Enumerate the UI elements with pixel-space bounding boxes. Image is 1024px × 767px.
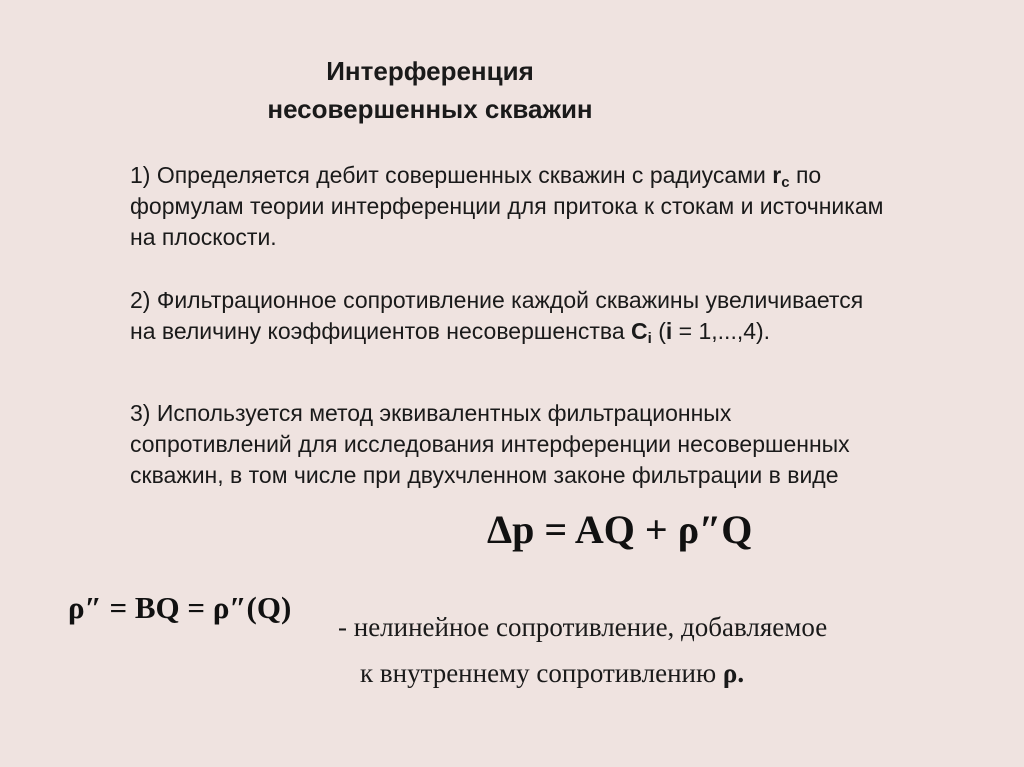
formula-main: Δp = AQ + ρ″Q — [487, 507, 753, 552]
paragraph-3-text: 3) Используется метод эквивалентных фильтрационных сопротивлений для исследования интерференции несовершенных скважин, в том числе при двухчленном законе фильтрации в виде — [130, 400, 850, 488]
paragraph-2-text-c: = 1,...,4). — [672, 318, 771, 344]
paragraph-1-text-a: 1) Определяется дебит совершенных скважин с радиусами — [130, 162, 773, 188]
paragraph-2 — [130, 285, 890, 347]
index-i: i — [665, 318, 673, 344]
paragraph-2-text-b: ( — [651, 318, 666, 344]
description-line-1: - нелинейное сопротивление, добавляемое — [338, 612, 828, 642]
rho-symbol: ρ. — [722, 658, 745, 688]
paragraph-2-text-a: 2) Фильтрационное сопротивление каждой скважины увеличивается на величину коэффициентов несовершенства — [130, 287, 864, 344]
variable-r: r — [772, 162, 782, 188]
paragraph-3 — [130, 398, 890, 491]
slide-title — [180, 52, 680, 128]
title-line-1: Интерференция — [326, 56, 534, 86]
formula-description — [338, 604, 827, 696]
variable-c-subscript: i — [647, 330, 652, 347]
variable-c: C — [631, 318, 648, 344]
formula-rho: ρ″ = BQ = ρ″(Q) — [68, 590, 292, 625]
description-line-2 — [338, 650, 827, 696]
paragraph-1 — [130, 160, 890, 253]
title-line-2: несовершенных скважин — [267, 94, 593, 124]
paragraph-1-text-b: по формулам теории интерференции для притока к стокам и источникам на плоскости. — [130, 162, 884, 250]
variable-r-subscript: c — [781, 174, 790, 191]
description-line-2-text: к внутреннему сопротивлению — [360, 658, 723, 688]
